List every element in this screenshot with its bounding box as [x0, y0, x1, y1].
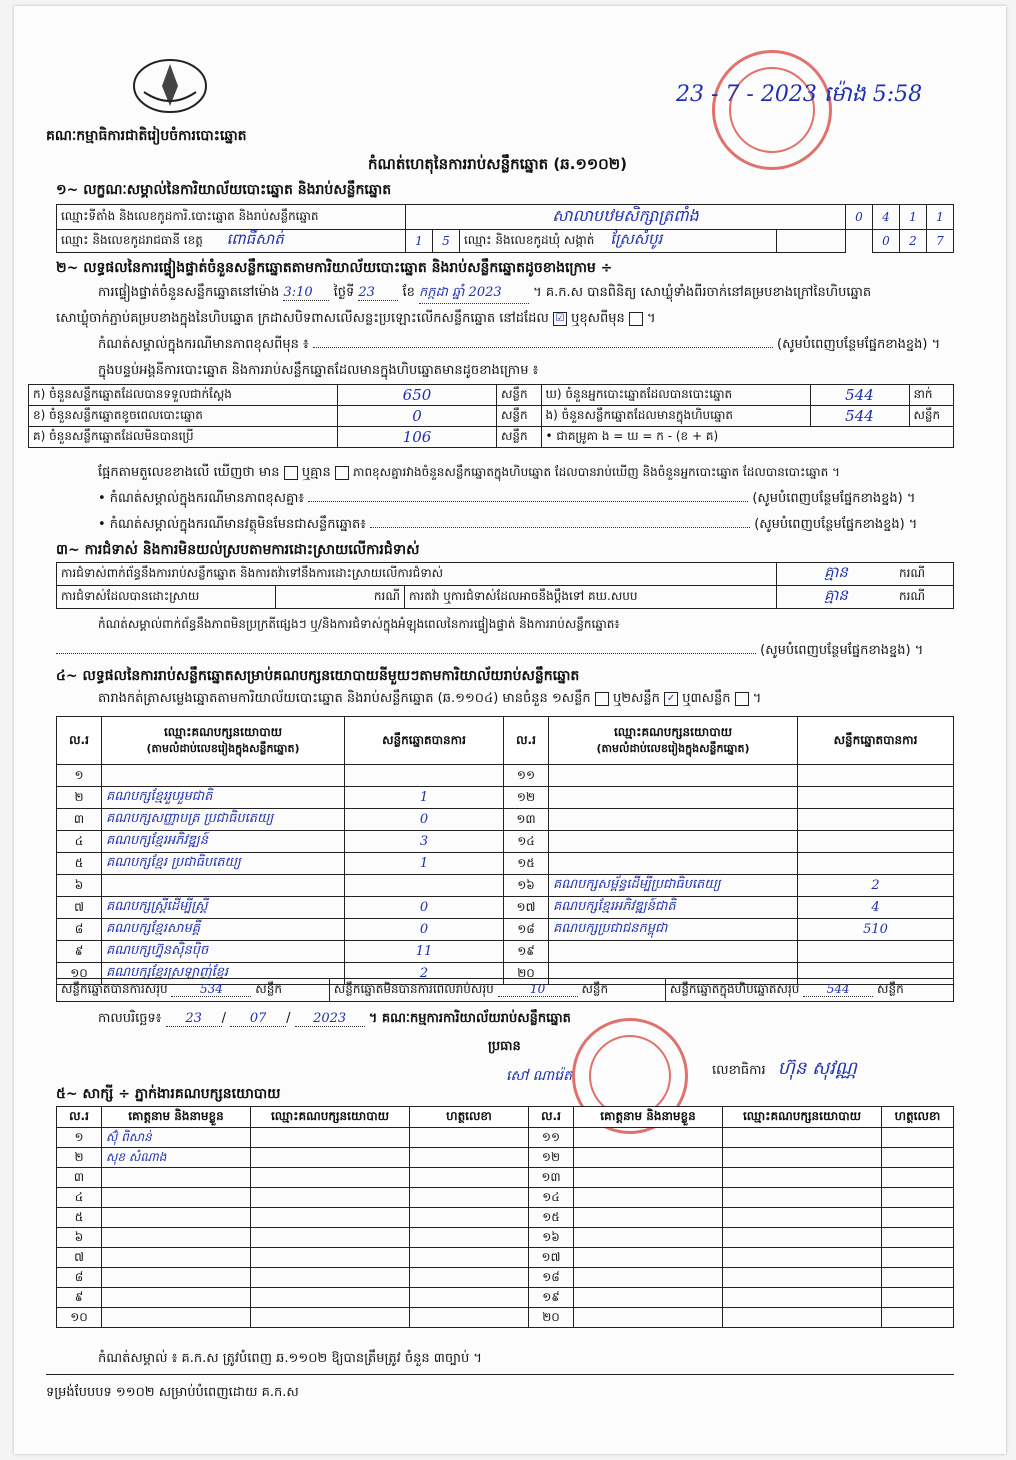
- results-col-votes: សន្លឹកឆ្នោតបានការ: [798, 717, 954, 765]
- party-name: គណបក្សប្រជាជនកម្ពុជា: [549, 919, 798, 941]
- ballot-count-table: [28, 384, 954, 448]
- witness-col-name: គោត្តនាម និងនាមខ្លួន: [574, 1107, 723, 1128]
- witness-name: [102, 1288, 251, 1308]
- row-number: ៩: [57, 1288, 102, 1308]
- party-votes: [798, 765, 954, 787]
- party-name: គណបក្សខ្មែរអភិវឌ្ឍន៍ជាតិ: [549, 897, 798, 919]
- unused-value: 106: [338, 427, 497, 448]
- station-code-digit: 4: [873, 205, 900, 230]
- witness-col-no: ល.រ: [529, 1107, 574, 1128]
- party-votes: 11: [345, 941, 504, 963]
- row-number: ៥: [57, 853, 102, 875]
- witness-row: [57, 1288, 954, 1308]
- witness-col-no: ល.រ: [57, 1107, 102, 1128]
- row-number: ៩: [57, 941, 102, 963]
- page-title: កំណត់ហេតុនៃការរាប់សន្លឹកឆ្នោត (ឆ.១១០២): [368, 155, 628, 173]
- row-number: ៦: [57, 875, 102, 897]
- results-col-party-title: ឈ្មោះគណបក្សនយោបាយ: [163, 724, 283, 739]
- witness-row: [57, 1208, 954, 1228]
- row-number: ១៥: [504, 853, 549, 875]
- party-name: គណបក្សខ្មែរ ប្រជាធិបតេយ្យ: [102, 853, 345, 875]
- row-number: ៦: [57, 1228, 102, 1248]
- verify-day: 23: [358, 285, 398, 301]
- province-code-digit: 5: [433, 230, 460, 253]
- complaints-label: ការជំទាស់ពាក់ព័ន្ធនឹងការរាប់សន្លឹកឆ្នោត និងការតវ៉ាទៅនឹងការដោះស្រាយលើការជំទាស់: [57, 563, 777, 586]
- row-number: ១១: [529, 1128, 574, 1148]
- witness-signature: [410, 1288, 529, 1308]
- witness-signature: [410, 1268, 529, 1288]
- results-col-party: [549, 717, 798, 765]
- totals-table: [56, 978, 954, 1002]
- inbox-unit: សន្លឹក: [909, 406, 954, 427]
- row-number: ១៧: [529, 1248, 574, 1268]
- party-name: គណបក្សហ្វ៊ុនស៊ិនប៉ិច: [102, 941, 345, 963]
- received-value: 650: [338, 385, 497, 406]
- witness-name: [574, 1288, 723, 1308]
- same-checkbox[interactable]: ☑: [553, 312, 567, 326]
- results-col-party-title: ឈ្មោះគណបក្សនយោបាយ: [613, 724, 733, 739]
- emblem-icon: [130, 56, 210, 116]
- voters-unit: នាក់: [909, 385, 954, 406]
- verify-time: 3:10: [283, 285, 329, 301]
- secretary-line: [712, 1056, 857, 1083]
- witness-col-party: ឈ្មោះគណបក្សនយោបាយ: [251, 1107, 410, 1128]
- witness-name: [574, 1308, 723, 1328]
- results-row: [57, 809, 954, 831]
- bullet1-line: [98, 490, 915, 509]
- footnote: កំណត់សម្គាល់ ៖ គ.ក.ស ត្រូវបំពេញ ឆ.១១០២ ឱ្យបានត្រឹមត្រូវ ចំនួន ៣ច្បាប់ ។: [98, 1351, 482, 1366]
- two-sheets-label: ឬ២សន្លឹក: [612, 691, 660, 706]
- unused-label: គ) ចំនួនសន្លឹកឆ្នោតដែលមិនបានប្រើ: [29, 427, 338, 448]
- row-number: ២: [57, 787, 102, 809]
- witness-name: [574, 1268, 723, 1288]
- witness-name: [574, 1128, 723, 1148]
- station-code-digit: 0: [846, 205, 873, 230]
- section4-heading: ៤~ លទ្ធផលនៃការរាប់សន្លឹកឆ្នោតសម្រាប់គណបក្សនយោបាយនីមួយៗតាមការិយាល័យរាប់សន្លឹកឆ្នោត: [56, 668, 580, 684]
- party-votes: 2: [798, 875, 954, 897]
- secretary-signature: ហ៊ុន សុវណ្ណ: [777, 1058, 857, 1079]
- row-number: ៥: [57, 1208, 102, 1228]
- complaints-unit: ករណី: [895, 563, 954, 586]
- commune-code-digit: 7: [927, 230, 954, 253]
- spoiled-unit: សន្លឹក: [497, 406, 542, 427]
- witness-row: [57, 1148, 954, 1168]
- witness-signature: [882, 1148, 954, 1168]
- witness-table: [56, 1106, 954, 1328]
- witness-col-name: គោត្តនាម និងនាមខ្លួន: [102, 1107, 251, 1128]
- party-votes: 1: [345, 787, 504, 809]
- bullet2-fill: (សូមបំពេញបន្ថែមផ្នែកខាងខ្នង) ។: [754, 517, 918, 532]
- witness-signature: [882, 1268, 954, 1288]
- province-name: ពោធិ៍សាត់: [226, 230, 284, 248]
- witness-name: [102, 1188, 251, 1208]
- commune-code-digit: 2: [900, 230, 927, 253]
- counting-intro: ក្នុងបន្ទប់អង្គនីការបោះឆ្នោត និងការរាប់សន្លឹកឆ្នោតដែលមានក្នុងហិបឆ្នោតមានដូចខាងក្រោម ៖: [98, 363, 539, 378]
- party-votes: [798, 853, 954, 875]
- witness-signature: [410, 1148, 529, 1168]
- date-day: 23: [166, 1011, 222, 1027]
- received-label: ក) ចំនួនសន្លឹកឆ្នោតដែលបានទទួលជាក់ស្តែង: [29, 385, 338, 406]
- row-number: ១២: [529, 1148, 574, 1168]
- witness-party: [251, 1248, 410, 1268]
- witness-party: [723, 1228, 882, 1248]
- witness-name: [102, 1308, 251, 1328]
- party-name: គណបក្សសម្ព័ន្ធដើម្បីប្រជាធិបតេយ្យ: [549, 875, 798, 897]
- total-valid-unit: សន្លឹក: [255, 982, 282, 996]
- witness-signature: [882, 1288, 954, 1308]
- party-name: គណបក្សសញ្ញាបត្រ ប្រជាធិបតេយ្យ: [102, 809, 345, 831]
- irregularity-note: កំណត់សម្គាល់ពាក់ព័ន្ធនឹងភាពមិនប្រក្រតីផ្សេងៗ ឬ/និងការជំទាស់ក្នុងអំឡុងពេលនៃការផ្ទៀងផ្ទាត់ និងការរាប់សន្លឹកឆ្នោត៖: [98, 617, 620, 631]
- org-name: គណៈកម្មាធិការជាតិរៀបចំការបោះឆ្នោត: [46, 128, 247, 144]
- verify-month-label: ខែ: [402, 285, 415, 300]
- row-number: ១៣: [529, 1168, 574, 1188]
- witness-signature: [410, 1168, 529, 1188]
- witness-signature: [882, 1188, 954, 1208]
- row-number: ៣: [57, 809, 102, 831]
- results-row: [57, 787, 954, 809]
- party-votes: 3: [345, 831, 504, 853]
- row-number: ២: [57, 1148, 102, 1168]
- seal-paragraph: សោឃ្លុំចាក់ភ្ជាប់គម្របខាងក្នុងនៃហិបឆ្នោត ក្រដាសបិទពាសលើសន្លះប្រឡោះលើកសន្លឹកឆ្នោត នៅដដែល ☑ ឬខុសពីមុន ។: [56, 311, 656, 326]
- unused-unit: សន្លឹក: [497, 427, 542, 448]
- total-invalid-unit: សន្លឹក: [581, 982, 609, 996]
- verify-text: ។ គ.ក.ស បានពិនិត្យ សោឃ្លុំទាំងពីរចាក់នៅគម្របខាងក្រៅនៃហិបឆ្នោត: [533, 285, 872, 300]
- footer-divider: [46, 1374, 954, 1375]
- party-votes: 4: [798, 897, 954, 919]
- total-box: 544: [803, 982, 873, 997]
- witness-col-sign: ហត្ថលេខា: [882, 1107, 954, 1128]
- witness-col-sign: ហត្ថលេខា: [410, 1107, 529, 1128]
- verify-time-label: ការផ្ទៀងផ្ទាត់ចំនួនសន្លឹកឆ្នោតនៅម៉ោង: [98, 285, 280, 300]
- witness-party: [723, 1268, 882, 1288]
- results-row: [57, 897, 954, 919]
- three-sheets-checkbox[interactable]: [735, 692, 749, 706]
- discrepancy-none-label: ឬគ្មាន: [301, 465, 331, 480]
- witness-party: [251, 1268, 410, 1288]
- form-note: ទម្រង់បែបបទ ១១០២ សម្រាប់បំពេញដោយ គ.ក.ស: [46, 1385, 299, 1400]
- total-invalid: 10: [498, 982, 578, 997]
- witness-row: [57, 1228, 954, 1248]
- witness-name: [574, 1228, 723, 1248]
- total-valid-label: សន្លឹកឆ្នោតបានការសរុប: [61, 982, 168, 996]
- total-box-unit: សន្លឹក: [877, 982, 904, 996]
- stamp-handwritten-date: 23 - 7 - 2023 ម៉ោង 5:58: [676, 82, 923, 107]
- none-checkbox[interactable]: [335, 466, 349, 480]
- party-votes: 1: [345, 853, 504, 875]
- row-number: ១៦: [504, 875, 549, 897]
- witness-name: សុខ សំណាង: [102, 1148, 251, 1168]
- results-row: [57, 941, 954, 963]
- party-votes: 0: [345, 919, 504, 941]
- tally-intro: តារាងកត់ត្រាសម្លេងឆ្នោតតាមការិយាល័យបោះឆ្នោត និងរាប់សន្លឹកឆ្នោត (ឆ.១១០៤) មានចំនួន ១សន្លឹក: [98, 691, 591, 706]
- spoiled-label: ខ) ចំនួនសន្លឹកឆ្នោតខូចពេលបោះឆ្នោត: [29, 406, 338, 427]
- witness-name: [102, 1268, 251, 1288]
- witness-col-party: ឈ្មោះគណបក្សនយោបាយ: [723, 1107, 882, 1128]
- commune-label-text: ឈ្មោះ និងលេខកូដឃុំ សង្កាត់: [464, 233, 595, 247]
- station-label: ឈ្មោះទីតាំង និងលេខកូដការិ.បោះឆ្នោត និងរាប់សន្លឹកឆ្នោត: [57, 205, 406, 230]
- committee-label: ។ គណៈកម្មការការិយាល័យរាប់សន្លឹកឆ្នោត: [368, 1011, 571, 1026]
- row-number: ១៩: [529, 1288, 574, 1308]
- commune-code-digit: 0: [873, 230, 900, 253]
- party-name: គណបក្សស្ត្រីដើម្បីស្ត្រី: [102, 897, 345, 919]
- witness-row: [57, 1268, 954, 1288]
- party-name: គណបក្សខ្មែរអភិវឌ្ឍន៍: [102, 831, 345, 853]
- section3-heading: ៣~ ការជំទាស់ និងការមិនយល់ស្របតាមការដោះស្រាយលើការជំទាស់: [56, 542, 420, 558]
- inbox-label: ង) ចំនួនសន្លឹកឆ្នោតដែលមានក្នុងហិបឆ្នោត: [541, 406, 810, 427]
- witness-party: [251, 1228, 410, 1248]
- party-votes: 0: [345, 809, 504, 831]
- witness-party: [251, 1148, 410, 1168]
- witness-signature: [882, 1208, 954, 1228]
- witness-party: [723, 1148, 882, 1168]
- witness-name: [574, 1188, 723, 1208]
- results-row: [57, 831, 954, 853]
- bullet1-fill: (សូមបំពេញបន្ថែមផ្នែកខាងខ្នង) ។: [752, 491, 916, 506]
- party-name: [549, 853, 798, 875]
- witness-signature: [882, 1308, 954, 1328]
- diff-label: ឬខុសពីមុន: [571, 311, 625, 326]
- witness-name: [102, 1248, 251, 1268]
- diff-checkbox[interactable]: [629, 312, 643, 326]
- voters-value: 544: [810, 385, 909, 406]
- chair-label: ប្រធាន: [488, 1039, 521, 1054]
- witness-row: [57, 1308, 954, 1328]
- irregularity-fill: (សូមបំពេញបន្ថែមផ្នែកខាងខ្នង) ។: [760, 643, 924, 658]
- province-label: [57, 230, 406, 253]
- three-sheets-label: ឬ៣សន្លឹក: [682, 691, 731, 706]
- witness-signature: [882, 1228, 954, 1248]
- party-name: [549, 809, 798, 831]
- party-votes: [798, 941, 954, 963]
- party-votes: [798, 787, 954, 809]
- witness-party: [723, 1248, 882, 1268]
- party-name: គណបក្សខ្មែរសាមគ្គី: [102, 919, 345, 941]
- witness-signature: [882, 1128, 954, 1148]
- row-number: ១៣: [504, 809, 549, 831]
- party-name: [102, 875, 345, 897]
- witness-signature: [882, 1248, 954, 1268]
- witness-name: [102, 1228, 251, 1248]
- witness-party: [251, 1208, 410, 1228]
- party-name: គណបក្សខ្មែរស្រឡាញ់ខ្មែរ: [102, 963, 345, 985]
- spoiled-value: 0: [338, 406, 497, 427]
- row-number: ១៨: [504, 919, 549, 941]
- station-code-digit: 1: [927, 205, 954, 230]
- commune-label: [460, 230, 777, 253]
- witness-signature: [410, 1208, 529, 1228]
- bullet1-label: • កំណត់សម្គាល់ក្នុងករណីមានភាពខុសគ្នា៖: [98, 491, 305, 506]
- row-number: ១: [57, 765, 102, 787]
- witness-signature: [410, 1228, 529, 1248]
- has-checkbox[interactable]: [284, 466, 298, 480]
- party-votes: [345, 875, 504, 897]
- witness-row: [57, 1168, 954, 1188]
- party-name: គណបក្សខ្មែររួបរួមជាតិ: [102, 787, 345, 809]
- witness-name: [574, 1148, 723, 1168]
- section5-heading: ៥~ សាក្សី ÷ ភ្នាក់ងារគណបក្សនយោបាយ: [56, 1086, 281, 1102]
- station-info-table: [56, 204, 954, 253]
- section2-heading: ២~ លទ្ធផលនៃការផ្ទៀងផ្ទាត់ចំនួនសន្លឹកឆ្នោតតាមការិយាល័យបោះឆ្នោត និងរាប់សន្លឹកឆ្នោតដូចខាងក្រោម ÷: [56, 260, 613, 276]
- resolved-label: ការជំទាស់ដែលបានដោះស្រាយ: [57, 586, 276, 609]
- appeal-unit: ករណី: [895, 586, 954, 609]
- row-number: ១៤: [529, 1188, 574, 1208]
- results-col-no: ល.រ: [504, 717, 549, 765]
- witness-party: [723, 1308, 882, 1328]
- seal-text: សោឃ្លុំចាក់ភ្ជាប់គម្របខាងក្នុងនៃហិបឆ្នោត ក្រដាសបិទពាសលើសន្លះប្រឡោះលើកសន្លឹកឆ្នោត នៅដដែល: [56, 311, 549, 326]
- irregularity-fill-line: [56, 642, 923, 661]
- inbox-value: 544: [810, 406, 909, 427]
- resolved-unit: ករណី: [276, 586, 405, 609]
- witness-party: [251, 1308, 410, 1328]
- station-name: សាលាបឋមសិក្សាត្រពាំង: [406, 205, 846, 230]
- witness-signature: [882, 1168, 954, 1188]
- diff-note-line: [98, 336, 940, 355]
- results-row: [57, 765, 954, 787]
- voters-label: ឃ) ចំនួនអ្នកបោះឆ្នោតដែលបានបោះឆ្នោត: [541, 385, 810, 406]
- date-label: កាលបរិច្ឆេទ៖: [98, 1011, 162, 1026]
- witness-party: [723, 1188, 882, 1208]
- section1-heading: ១~ លក្ខណៈសម្គាល់នៃការិយាល័យបោះឆ្នោត និងរាប់សន្លឹកឆ្នោត: [56, 182, 392, 198]
- verify-month-year: កក្កដា ឆ្នាំ 2023: [419, 284, 529, 304]
- row-number: ១៧: [504, 897, 549, 919]
- station-code-digit: 1: [900, 205, 927, 230]
- row-number: ២០: [504, 963, 549, 985]
- witness-row: [57, 1188, 954, 1208]
- witness-party: [723, 1128, 882, 1148]
- witness-party: [251, 1128, 410, 1148]
- two-sheets-checkbox[interactable]: ✓: [664, 692, 678, 706]
- results-col-votes: សន្លឹកឆ្នោតបានការ: [345, 717, 504, 765]
- verification-paragraph: [98, 284, 871, 304]
- party-votes: [798, 831, 954, 853]
- bullet2-label: • កំណត់សម្គាល់ក្នុងករណីមានវត្ថុមិនមែនជាសន្លឹកឆ្នោត៖: [98, 517, 366, 532]
- row-number: ២០: [529, 1308, 574, 1328]
- party-votes: [345, 765, 504, 787]
- row-number: ១៩: [504, 941, 549, 963]
- one-sheet-checkbox[interactable]: [595, 692, 609, 706]
- witness-row: [57, 1248, 954, 1268]
- results-col-party-sub: (តាមលំដាប់លេខរៀងក្នុងសន្លឹកឆ្នោត): [596, 741, 750, 755]
- witness-signature: [410, 1128, 529, 1148]
- party-votes: 2: [345, 963, 504, 985]
- results-col-no: ល.រ: [57, 717, 102, 765]
- commune-name: ស្រែសំបូរ: [610, 230, 663, 248]
- province-code-digit: 1: [406, 230, 433, 253]
- witness-party: [251, 1168, 410, 1188]
- party-name: [549, 765, 798, 787]
- witness-party: [723, 1168, 882, 1188]
- witness-signature: [410, 1248, 529, 1268]
- party-name: [549, 941, 798, 963]
- province-label-text: ឈ្មោះ និងលេខកូដរាជធានី ខេត្ត: [61, 233, 203, 247]
- witness-name: [574, 1208, 723, 1228]
- row-number: ១២: [504, 787, 549, 809]
- row-number: ៨: [57, 919, 102, 941]
- witness-party: [251, 1288, 410, 1308]
- row-number: ៤: [57, 831, 102, 853]
- witness-name: [574, 1168, 723, 1188]
- total-box-label: សន្លឹកឆ្នោតក្នុងហិបឆ្នោតសរុប: [669, 982, 800, 996]
- discrepancy-text: ភាពខុសគ្នារវាងចំនួនសន្លឹកឆ្នោតក្នុងហិបឆ្នោត ដែលបានរាប់ឃើញ និងចំនួនអ្នកបោះឆ្នោត ដែលបានបោះឆ្នោត ។: [353, 465, 840, 479]
- appeal-value: គ្មាន: [777, 586, 896, 609]
- date-month: 07: [230, 1011, 286, 1027]
- complaints-value: គ្មាន: [777, 563, 896, 586]
- witness-name: ស៊ុំ ពិសាន់: [102, 1128, 251, 1148]
- date-line: កាលបរិច្ឆេទ៖ 23 / 07 / 2023 ។ គណៈកម្មការការិយាល័យរាប់សន្លឹកឆ្នោត: [98, 1011, 571, 1026]
- party-name: [549, 787, 798, 809]
- received-unit: សន្លឹក: [497, 385, 542, 406]
- row-number: ១៨: [529, 1268, 574, 1288]
- formula-note: • ជាគម្រូគា ង = ឃ = ក - (ខ + គ): [541, 427, 954, 448]
- row-number: ១៦: [529, 1228, 574, 1248]
- witness-name: [574, 1248, 723, 1268]
- total-valid: 534: [171, 982, 251, 997]
- row-number: ១: [57, 1128, 102, 1148]
- bullet2-line: [98, 516, 917, 535]
- results-col-party: [102, 717, 345, 765]
- row-number: ១៤: [504, 831, 549, 853]
- results-row: [57, 875, 954, 897]
- appeal-label: ការតវ៉ា ឬការជំទាស់ដែលអាចនឹងប្តឹងទៅ គឃ.សបប: [405, 586, 777, 609]
- party-name: [102, 765, 345, 787]
- row-number: ៨: [57, 1268, 102, 1288]
- row-number: ៧: [57, 897, 102, 919]
- complaints-table: [56, 562, 954, 609]
- results-row: [57, 919, 954, 941]
- party-votes: 0: [345, 897, 504, 919]
- party-votes: [798, 809, 954, 831]
- party-name: [549, 831, 798, 853]
- witness-party: [251, 1188, 410, 1208]
- witness-name: [102, 1168, 251, 1188]
- diff-note-fill: (សូមបំពេញបន្ថែមផ្នែកខាងខ្នង) ។: [777, 337, 941, 352]
- verify-day-label: ថ្ងៃទី: [333, 285, 355, 300]
- witness-name: [102, 1208, 251, 1228]
- chair-signature: សៅ ណារ៉េត: [506, 1068, 572, 1084]
- discrepancy-has-label: ផ្អែកតាមតួលេខខាងលើ ឃើញថា មាន: [98, 465, 280, 480]
- diff-note-label: កំណត់សម្គាល់ក្នុងករណីមានភាពខុសពីមុន ៖: [98, 337, 309, 352]
- witness-signature: [410, 1308, 529, 1328]
- party-votes: 510: [798, 919, 954, 941]
- witness-signature: [410, 1188, 529, 1208]
- tally-sheets-line: តារាងកត់ត្រាសម្លេងឆ្នោតតាមការិយាល័យបោះឆ្នោត និងរាប់សន្លឹកឆ្នោត (ឆ.១១០៤) មានចំនួន ១សន្លឹក ឬ២សន្លឹក ✓ ឬ៣សន្លឹក ។: [98, 691, 762, 706]
- row-number: ១០: [57, 963, 102, 985]
- results-col-party-sub: (តាមលំដាប់លេខរៀងក្នុងសន្លឹកឆ្នោត): [146, 741, 300, 755]
- discrepancy-line: [98, 464, 840, 483]
- results-row: [57, 853, 954, 875]
- date-year: 2023: [295, 1011, 365, 1027]
- row-number: ១០: [57, 1308, 102, 1328]
- row-number: ៣: [57, 1168, 102, 1188]
- row-number: ៤: [57, 1188, 102, 1208]
- witness-party: [723, 1288, 882, 1308]
- results-table: [56, 716, 954, 985]
- row-number: ១១: [504, 765, 549, 787]
- total-invalid-label: សន្លឹកឆ្នោតមិនបានការពេលរាប់សរុប: [333, 982, 494, 996]
- row-number: ១៥: [529, 1208, 574, 1228]
- witness-party: [723, 1208, 882, 1228]
- secretary-label: លេខាធិការ: [712, 1063, 766, 1078]
- witness-row: [57, 1128, 954, 1148]
- row-number: ៧: [57, 1248, 102, 1268]
